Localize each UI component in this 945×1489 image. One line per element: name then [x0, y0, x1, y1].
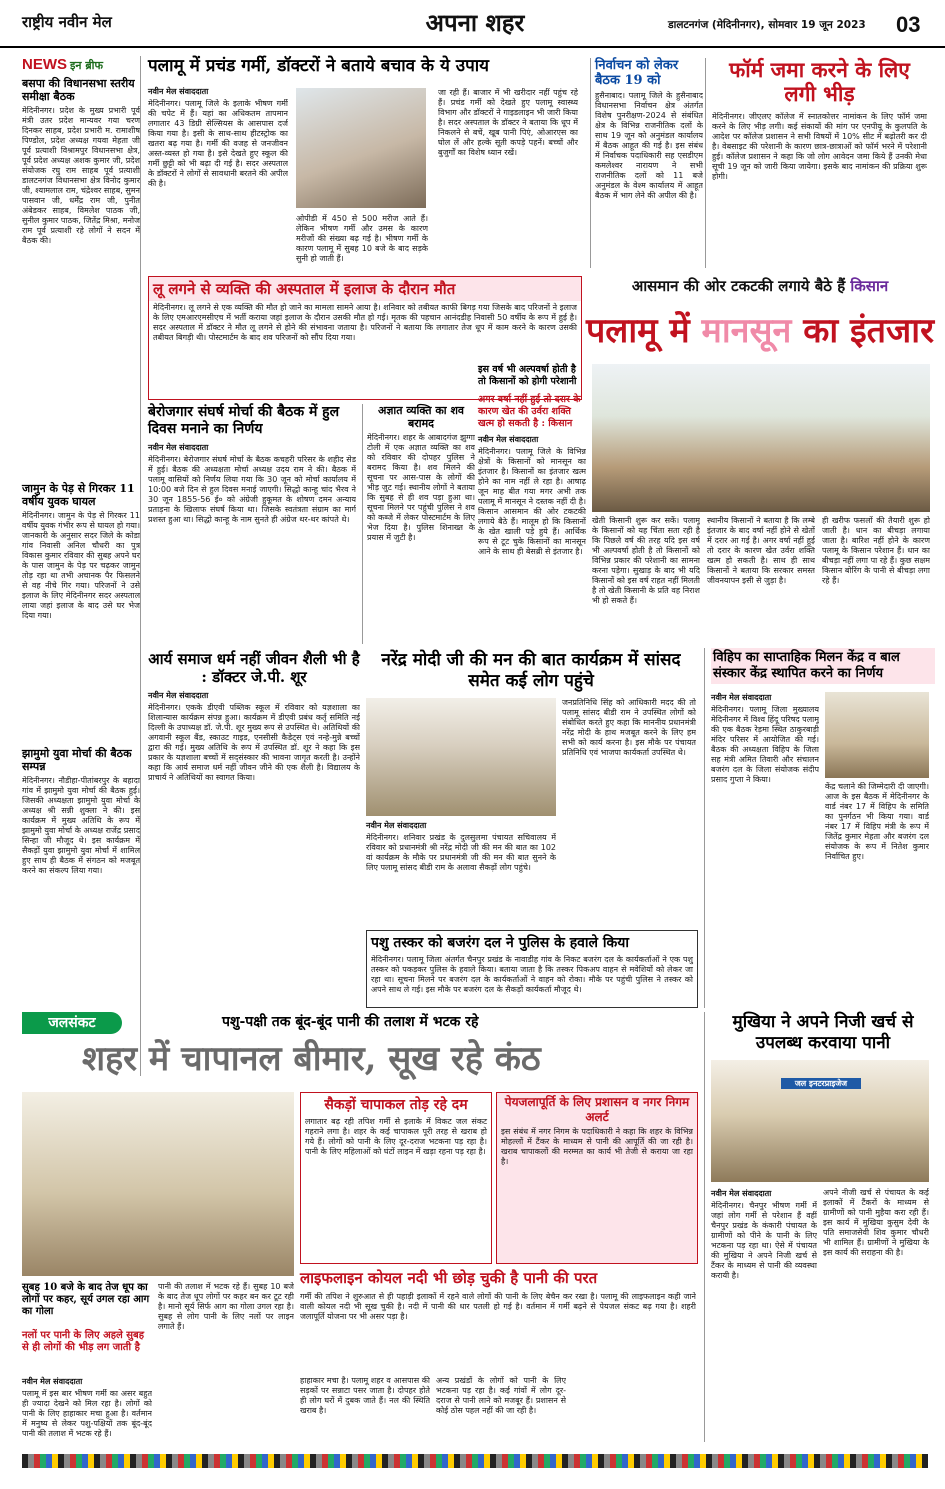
brief-text-3: मेदिनीनगर। नौडीहा-पीतांबरपुर के बहादा गांव में झामुमो युवा मोर्चा की बैठक हुई। जिसकी अध्यक्षता झामुमो युवा मोर्चा के अध्यक्ष श्री सन्नी शुक्ला ने की। इस कार्यक्रम में मुख्य अतिथि के रूप में झामुमो युवा मोर्चा के अध्यक्ष राजेंद्र प्रसाद सिन्हा जी मौजूद थे। इस कार्यक्रम में सैकड़ों युवा झामुमो युवा मोर्चा में शामिल हुए साथ ही बैठक में संगठन को मजबूत करने का संकल्प लिया गया।: [22, 776, 140, 875]
masthead: राष्ट्रीय नवीन मेल: [22, 13, 112, 31]
monsoon-title-a: पलामू में: [585, 311, 690, 351]
monsoon-byline: नवीन मेल संवाददाता: [478, 435, 539, 444]
modi-byline: नवीन मेल संवाददाता: [366, 821, 427, 830]
jalsankat-caption-2: नलों पर पानी के लिए अहले सुबह से ही लोगों की भीड़ लग जाती है: [22, 1330, 145, 1353]
heat-text-1: मेदिनीनगर। पलामू जिले के इलाके भीषण गर्मी की चपेट में हैं। यहां का अधिकतम तापमान लगातार 43 डिग्री सेल्सियस के आसपास दर्ज किया गया है। इसी के साथ-साथ हीटस्ट्रोक का खतरा बढ़ गया है। गर्मी की वजह से जनजीवन अस्त-व्यस्त हो गया है। इसे देखते हुए स्कूल की गर्मी छुट्टी को भी बढ़ा दी गई है। सदर अस्पताल के डॉक्टरों ने लोगों से सावधानी बरतने की अपील की है।: [148, 99, 288, 188]
monsoon-kicker-row: [590, 276, 930, 306]
payjal-text: इस संबंध में नगर निगम के पदाधिकारी ने कहा कि शहर के विभिन्न मोहल्लों में टैंकर के माध्यम से पानी की आपूर्ति की जा रही है। खराब चापाकलों की मरम्मत का कार्य भी तेजी से कराया जा रहा है।: [501, 1127, 693, 1166]
footer-color-bar: [22, 1454, 928, 1468]
modi-headline: नरेंद्र मोदी जी की मन की बात कार्यक्रम में सांसद समेत कई लोग पहुंचे: [381, 650, 681, 691]
monsoon-deck-col: [478, 364, 586, 626]
jalsankat-kicker: पशु-पक्षी तक बूंद-बूंद पानी की तलाश में भटक रहे: [222, 1014, 479, 1030]
monsoon-title-c: का इंतजार: [803, 311, 934, 351]
heat-text-2: ओपीडी में 450 से 500 मरीज आते हैं। लेकिन भीषण गर्मी और उमस के कारण मरीजों की संख्या बढ़ गई है। भीषण गर्मी के कारण पलामू में सुबह 10 बजे के बाद सड़के सुनी हो जाती हैं।: [296, 214, 428, 263]
jalsankat-text-4: अन्य प्रखंडों के लोगों को पानी के लिए भटकना पड़ रहा है। कई गांवों में लोग दूर-दराज से पानी लाने को मजबूर हैं। प्रशासन से कोई ठोस पहल नहीं की जा रही है।: [436, 1376, 566, 1415]
monsoon-text-3: स्थानीय किसानों ने बताया है कि लम्बे इंतजार के बाद वर्षा नहीं होने से खेतों में दरार आ गई है। अगर वर्षा नहीं हुई तो दरार के कारण खेत उर्वरा शक्ति खत्म हो सकती है। साथ ही साथ किसानों ने बताया कि सरकार समस्त जीवनयापन इसी से जुड़ा है।: [707, 516, 815, 585]
arya-text: मेदिनीनगर। एकके डीएवी पब्लिक स्कूल में रविवार को यज्ञशाला का शिलान्यास कार्यक्रम संपन्न हुआ। कार्यक्रम में डीएवी प्रबंध कर्तृ समिति नई दिल्ली के उपाध्यक्ष डॉ. जे.पी. शूर मुख्य रूप से उपस्थित थे। अतिथियों की अगवानी स्कूल बैंड, स्काउट गाइड, एनसीसी कैडेट्स एवं नन्हे-मुन्ने बच्चों द्वारा की गई। मुख्य अतिथि के रूप में उपस्थित डॉ. शूर ने कहा कि इस प्रकार के यज्ञशाला बच्चों में सद्संस्कार की भावना जागृत करती है। उन्होंने कहा कि आर्य समाज धर्म नहीं जीवन जीने की एक शैली है। विद्यालय के प्राचार्य ने अतिथियों का स्वागत किया।: [148, 703, 360, 782]
jalsankat-header: [22, 1012, 702, 1084]
monsoon-kicker-red: किसान: [850, 277, 889, 295]
jalsankat-text-1: पलामू में इस बार भीषण गर्मी का असर बहुत ही ज्यादा देखने को मिल रहा है। लोगों को पानी के लिए हाहाकार मचा हुआ है। वर्तमान में मनुष्य से लेकर पशु-पक्षियों तक बूंद-बूंद पानी की तलाश में भटक रहे हैं।: [22, 1389, 152, 1438]
berojgar-headline: बेरोजगार संघर्ष मोर्चा की बैठक में हुल दिवस मनाने का निर्णय: [148, 404, 340, 437]
shav-text: मेदिनीनगर। शहर के आबादगंज झुग्गा टोली में एक अज्ञात व्यक्ति का शव को रविवार की दोपहर पुलिस ने बरामद किया है। शव मिलने की सूचना पर आस-पास के लोगों की भीड़ जुट गई। स्थानीय लोगों ने बताया कि सुबह से ही शव पड़ा हुआ था। सूचना मिलने पर पहुंची पुलिस ने शव को कब्जे में लेकर पोस्टमार्टम के लिए भेज दिया है। पुलिस शिनाख्त के प्रयास में जुटी है।: [367, 433, 475, 542]
chapanal-headline: सैकड़ों चापाकल तोड़ रहे दम: [324, 1097, 468, 1113]
berojgar-story: [148, 404, 356, 644]
jalsankat-text-3: हाहाकार मचा है। पलामू शहर व आसपास की सड़कों पर सन्नाटा पसर जाता है। दोपहर होते ही लोग घरों में दुबक जाते हैं। नल की स्थिति खराब है।: [300, 1376, 430, 1415]
vihip-story: [704, 648, 935, 1008]
jalsankat-text-2: पानी की तलाश में भटक रहे हैं। सुबह 10 बजे के बाद तेज धूप लोगों पर कहर बन कर टूट रही है। मानो सूर्य सिर्फ आग का गोला उगल रहा है। सुबह से लोग पानी के लिए नलों पर लाइन लगाते हैं।: [158, 1282, 294, 1331]
meeting-photo: [366, 698, 556, 816]
dateline: डालटनगंज (मेदिनीनगर), सोमवार 19 जून 2023: [668, 19, 866, 31]
jalsankat-caption-1: सुबह 10 बजे के बाद तेज धूप का लोगों पर कहर, सूर्य उगल रहा आग का गोला: [22, 1282, 150, 1317]
news-brief-column: [22, 56, 141, 1076]
mukhiya-text-1: मेदिनीनगर। चैनपुर भीषण गर्मी में जहां लोग गर्मी से परेशान हैं वहीं चैनपुर प्रखंड के कंकारी पंचायत के ग्रामीणों को पीने के पानी के लिए भटकना पड़ रहा था। ऐसे में पंचायत की मुखिया ने अपने निजी खर्च से टैंकर के माध्यम से पानी की व्यवस्था करायी है।: [711, 1201, 817, 1280]
jalsankat-headline: शहर में चापानल बीमार, सूख रहे कंठ: [82, 1039, 541, 1079]
form-text: मेदिनीनगर। जीएलए कॉलेज में स्नातकोत्तर नामांकन के लिए फॉर्म जमा करने के लिए भीड़ लगी। कई संकायों की मांग पर एनपीयू के कुलपति के आदेश पर कॉलेज प्रशासन ने सभी विषयों में 10% सीट में बढ़ोतरी कर दी है। वेबसाइट की परेशानी के कारण छात्र-छात्राओं को फॉर्म भरने में परेशानी हुई। कॉलेज प्रशासन ने कहा कि जो लोग आवेदन जमा किये हैं उनकी मेधा सूची 19 जून को जारी किया जायेगा। इसके बाद नामांकन की प्रक्रिया शुरू होगी।: [712, 112, 927, 181]
section-title: अपना शहर: [425, 8, 525, 37]
vihip-headline: विहिप का साप्ताहिक मिलन केंद्र व बाल संस्कार केंद्र स्थापित करने का निर्णय: [711, 648, 935, 684]
jalsankat-byline: नवीन मेल संवाददाता: [22, 1377, 83, 1386]
berojgar-text: मेदिनीनगर। बेरोजगार संघर्ष मोर्चा के बैठक कचहरी परिसर के शहीद सेड में हुई। बैठक की अध्यक्षता मोर्चा अध्यक्ष उदय राम ने की। बैठक में पलामू वासियों को निर्णय लिया गया कि 30 जून को मोर्चा कार्यालय में 10:00 बजे दिन से हुल दिवस मनाई जाएगी। सिद्धो कान्हू चांद भैरव ने 30 जून 1855-56 ई० को अंग्रेजी हुकूमत के शोषण दमन अन्याय प्रताड़ना के खिलाफ संघर्ष किया था। जिसके स्वतंत्रता संग्राम का मार्ग प्रशस्त हुआ था। सिद्धो कान्हू के नाम सुनते ही अंग्रेज थर-थर कांपते थे।: [148, 455, 356, 524]
monsoon-text-4: ही खरीफ फसलों की तैयारी शुरू हो जाती है। धान का बीचड़ा लगाया जाता है। बारिश नहीं होने के कारण पलामू के किसान परेशान हैं। धान का बीचड़ा नहीं लगा पा रहे हैं। कुछ सक्षम किसान बोरिंग के पानी से बीचड़ा लगा रहे हैं।: [822, 516, 930, 585]
modi-text-2: जनप्रतिनिधि सिंह को आधिकारी मदद की तो पलामू सांसद बीडी राम ने उपस्थित लोगों को संबोधित करते हुए कहा कि माननीय प्रधानमंत्री नरेंद्र मोदी के हाथ मजबूत करने के लिए हम सभी को कार्य करना है। इस मौके पर पंचायत प्रतिनिधि एवं भाजपा कार्यकर्ता उपस्थित थे।: [562, 698, 696, 757]
heat-text-3: जा रही हैं। बाजार में भी खरीदार नहीं पहुंच रहे हैं। प्रचंड गर्मी को देखते हुए पलामू स्वास्थ्य विभाग और डॉक्टरों ने गाइडलाइन भी जारी किया है। सदर अस्पताल के डॉक्टर ने बताया कि धूप में निकलने से बचें, खूब पानी पिएं, ओआरएस का घोल लें और हल्के सूती कपड़े पहनें। बच्चों और बुजुर्गों का विशेष ध्यान रखें।: [438, 88, 578, 157]
monsoon-text-1: मेदिनीनगर। पलामू जिले के विभिन्न क्षेत्रों के किसानों को मानसून का इंतजार है। किसानों का इंतजार खत्म होने का नाम नहीं ले रहा है। आषाढ़ जून माह बीत गया मगर अभी तक पलामू में मानसून ने दस्तक नहीं दी है। किसान आसमान की ओर टकटकी लगाये बैठे हैं। मालूम हो कि किसानों के खेत खाली पड़े हुये हैं। आर्थिक रूप से टूट चुके किसानों का मानसून आने के साथ ही बेसब्री से इंतजार है।: [478, 447, 586, 556]
brief-headline-2: जामुन के पेड़ से गिरकर 11 वर्षीय युवक घायल: [22, 482, 135, 508]
jalsankat-tag: जलसंकट: [22, 1012, 122, 1034]
election-story: [590, 58, 703, 268]
koel-text: गर्मी की तपिश ने शुरुआत से ही पहाड़ी इलाकों में रहने वाले लोगों की पानी के लिए बेचैन कर रखा है। पलामू की लाइफलाइन कही जाने वाली कोयल नदी भी सूख चुकी है। नदी में पानी की धार पतली हो गई है। वर्तमान में गर्मी बढ़ने से पेयजल संकट बढ़ गया है। शहरी जलापूर्ति योजना पर भी असर पड़ा है।: [300, 1292, 696, 1321]
berojgar-byline: नवीन मेल संवाददाता: [148, 443, 209, 452]
payjal-headline: पेयजलापूर्ति के लिए प्रशासन व नगर निगम अलर्ट: [504, 1095, 690, 1124]
lu-headline: लू लगने से व्यक्ति की अस्पताल में इलाज के दौरान मौत: [149, 277, 581, 301]
koel-story: [300, 1268, 696, 1372]
modi-story: [366, 650, 696, 925]
mukhiya-story: [704, 1012, 935, 1442]
arya-byline: नवीन मेल संवाददाता: [148, 691, 209, 700]
handpump-photo: [22, 1092, 294, 1276]
pashu-story: [366, 930, 698, 1008]
jalsankat-col-1: [22, 1376, 152, 1449]
vihip-byline: नवीन मेल संवाददाता: [711, 693, 772, 702]
vihip-text-2: केंद्र चलाने की जिम्मेदारी दी जाएगी। आज के इस बैठक में मेदिनीनगर के वार्ड नंबर 17 में विहिप के समिति का पुनर्गठन भी किया गया। वार्ड नंबर 17 में विहिप मंत्री के रूप में जितेंद्र कुमार मेहता और बजरंग दल संयोजक के रूप में नितेश कुमार निर्वाचित हुए।: [825, 782, 929, 861]
tanker-sign: जल इनटरप्राइजेज: [781, 1078, 861, 1089]
election-headline: निर्वाचन को लेकर बैठक 19 को: [595, 58, 679, 88]
election-text: हुसैनाबाद। पलामू जिले के हुसैनाबाद विधानसभा निर्वाचन क्षेत्र अंतर्गत विशेष पुनरीक्षण-2024 से संबंधित क्षेत्र के विभिन्न राजनीतिक दलों के साथ 19 जून को अनुमंडल कार्यालय में बैठक आहूत की गई है। इस संबंध में निर्वाचक पदाधिकारी सह एसडीएम कमलेश्वर नारायण ने सभी राजनीतिक दलों को 11 बजे अनुमंडल के वेश्म कार्यालय में आहूत बैठक में भाग लेने की अपील की है।: [595, 91, 703, 200]
vihip-text-1: मेदिनीनगर। पलामू जिला मुख्यालय मेदिनीनगर में विश्व हिंदू परिषद पलामू की एक बैठक रेड़मा स्थित ठाकुरबाड़ी मंदिर परिसर में आयोजित की गई। बैठक की अध्यक्षता विहिप के जिला सह मंत्री अमित तिवारी और संचालन बजरंग दल के जिला संयोजक संदीप प्रसाद गुप्ता ने किया।: [711, 705, 819, 784]
monsoon-deck-1: इस वर्ष भी अल्पवर्षा होती है तो किसानों को होगी परेशानी: [478, 364, 577, 387]
payjal-box: [496, 1092, 698, 1264]
monsoon-deck-2: अगर वर्षा नहीं हुई तो दरार के कारण खेत की उर्वरा शक्ति खत्म हो सकती है : किसान: [478, 394, 581, 429]
pashu-text: मेदिनीनगर। पलामू जिला अंतर्गत चैनपुर प्रखंड के नावाडीह गांव के निकट बजरंग दल के कार्यकर्ताओं ने एक पशु तस्कर को पकड़कर पुलिस के हवाले किया। बताया जाता है कि तस्कर पिकअप वाहन से मवेशियों को लेकर जा रहा था। सूचना मिलने पर बजरंग दल के कार्यकर्ताओं ने वाहन को रोका। मौके पर पहुंची पुलिस ने तस्कर को अपने साथ ले गई। इस मौके पर बजरंग दल के सैकड़ों कार्यकर्ता मौजूद थे।: [371, 955, 693, 994]
arya-story: [148, 650, 360, 1005]
brief-headline-1: बसपा की विधानसभा स्तरीय समीक्षा बैठक: [22, 77, 135, 103]
brief-text-1: मेदिनीनगर। प्रदेश के मुख्य प्रभारी पूर्व मंत्री उतर प्रदेश मान्यवर गया चरण दिनकर साहब, प्रदेश प्रभारी म. रामाशीष पिण्डोल, प्रदेश अध्यक्ष गयवा मेहता जी पूर्व प्रत्याशी विश्रामपुर विधानसभा क्षेत्र, पूर्व प्रदेश अध्यक्ष अशक कुमार जी, प्रदेश संयोजक रघु राम साहब पूर्व प्रत्याशी डालटनगंज विधानसभा क्षेत्र विनोद कुमार जी, श्यामलाल राम, चंद्रेश्वर साहब, सुमन पासवान जी, धर्मेंद्र राम जी, पुनीत अंबेडकर साहब, विमलेश पाठक जी, सुनील कुमार पाठक, जितेंद्र मिश्रा, मनोज राम पूर्व प्रत्याशी रहे लोगों ने सदन में बैठक की।: [22, 106, 140, 245]
arya-headline: आर्य समाज धर्म नहीं जीवन शैली भी है : डॉक्टर जे.पी. शूर: [148, 650, 360, 686]
tanker-photo: [711, 1060, 929, 1182]
monsoon-headline: [585, 305, 935, 361]
mukhiya-byline: नवीन मेल संवाददाता: [711, 1189, 772, 1198]
vihip-photo: [825, 692, 929, 778]
monsoon-title-b: मानसून: [701, 311, 792, 351]
farmer-photo: [592, 364, 930, 512]
lu-text: मेदिनीनगर। लू लगने से एक व्यक्ति की मौत हो जाने का मामला सामने आया है। शनिवार को तबीयत काफी बिगड़ गया जिसके बाद परिजनों ने इलाज के लिए एमआरएमसीएच में भर्ती कराया जहां इलाज के दौरान उसकी मौत हो गई। मृतक की पहचान आनंदडीह निवासी 50 वर्षीय के रूप में हुई है। सदर अस्पताल में डॉक्टर ने मौत लू लगने से होने की संभावना जताया है। परिजनों ने बताया कि लगातार तेज धूप में काम करने के कारण उसकी तबीयत बिगड़ी थी। पोस्टमार्टम के बाद शव परिजनों को सौंप दिया गया।: [153, 303, 577, 342]
brief-tag-2: इन ब्रीफ: [70, 59, 103, 72]
heat-story: [148, 56, 580, 274]
brief-headline-3: झामुमो युवा मोर्चा की बैठक सम्पन्न: [22, 747, 132, 773]
shav-headline: अज्ञात व्यक्ति का शव बरामद: [377, 404, 465, 430]
koel-headline: लाइफलाइन कोयल नदी भी छोड़ चुकी है पानी की परत: [300, 1269, 598, 1287]
doctor-photo: [296, 88, 426, 208]
shav-story: [362, 404, 475, 644]
page-header: [0, 0, 945, 48]
heat-headline: पलामू में प्रचंड गर्मी, डॉक्टरों ने बताये बचाव के ये उपाय: [148, 56, 490, 76]
form-story: [705, 58, 927, 268]
chapanal-text: लगातार बढ़ रही तपिश गर्मी से इलाके में विकट जल संकट गहराने लगा है। शहर के कई चापाकल पूरी तरह से खराब हो गये हैं। लोगों को पानी के लिए दूर-दराज भटकना पड़ रहा है। पानी के लिए महिलाओं को घंटों लाइन में खड़ा रहना पड़ रहा है।: [305, 1117, 487, 1156]
mukhiya-text-2: अपने नीजी खर्च से पंचायत के कई इलाकों में टैंकरों के माध्यम से ग्रामीणों को पानी मुहैया करा रही हैं। इस कार्य में मुखिया कुसुम देवी के पति समाजसेवी शिव कुमार चौधरी भी शामिल हैं। ग्रामीणों ने मुखिया के इस कार्य की सराहना की है।: [823, 1188, 929, 1257]
brief-tag: NEWS: [22, 56, 67, 73]
monsoon-kicker: आसमान की ओर टकटकी लगाये बैठे हैं: [631, 277, 846, 295]
form-headline: फॉर्म जमा करने के लिए लगी भीड़: [729, 57, 910, 106]
pashu-headline: पशु तस्कर को बजरंग दल ने पुलिस के हवाले किया: [371, 935, 630, 951]
modi-text-1: मेदिनीनगर। शनिवार प्रखंड के दुलसुलमा पंचायत सचिवालय में रविवार को प्रधानमंत्री श्री नरेंद्र मोदी जी की मन की बात का 102 वां कार्यक्रम के मौके पर प्रधानमंत्री जी की मन की बात सुनने के लिए पलामू सांसद बीडी राम के अलावा सैकड़ों लोग पहुंचे।: [366, 833, 556, 872]
brief-text-2: मेदिनीनगर। जामुन के पेड़ से गिरकर 11 वर्षीय युवक गंभीर रूप से घायल हो गया। जानकारी के अनुसार सदर जिले के कोडा गांव निवासी अनिल चौधरी का पुत्र विकास कुमार रविवार की सुबह अपने घर के पास जामुन के पेड़ पर चढ़कर जामुन तोड़ रहा था तभी अचानक पैर फिसलने से वह नीचे गिर गया। परिजनों ने उसे इलाज के लिए मेदिनीनगर सदर अस्पताल लाया जहां इलाज के बाद उसे घर भेज दिया गया।: [22, 511, 140, 620]
page-number: 03: [896, 12, 921, 37]
chapanal-box: [300, 1092, 492, 1264]
mukhiya-headline: मुखिया ने अपने निजी खर्च से उपलब्ध करवाया पानी: [732, 1012, 914, 1053]
heat-byline: नवीन मेल संवाददाता: [148, 87, 209, 96]
monsoon-text-2: खेती किसानी शुरू कर सकें। पलामू के किसानों को यह चिंता सता रही है कि पिछले वर्ष की तरह यदि इस वर्ष भी अल्पवर्षा होती है तो किसानों को विभिन्न प्रकार की परेशानी का सामना करना पड़ेगा। सुखाड़ के बाद भी यदि किसानों को इस वर्ष राहत नहीं मिलती है तो खेती किसानी के प्रति वह निराश भी हो सकते हैं।: [592, 516, 700, 605]
